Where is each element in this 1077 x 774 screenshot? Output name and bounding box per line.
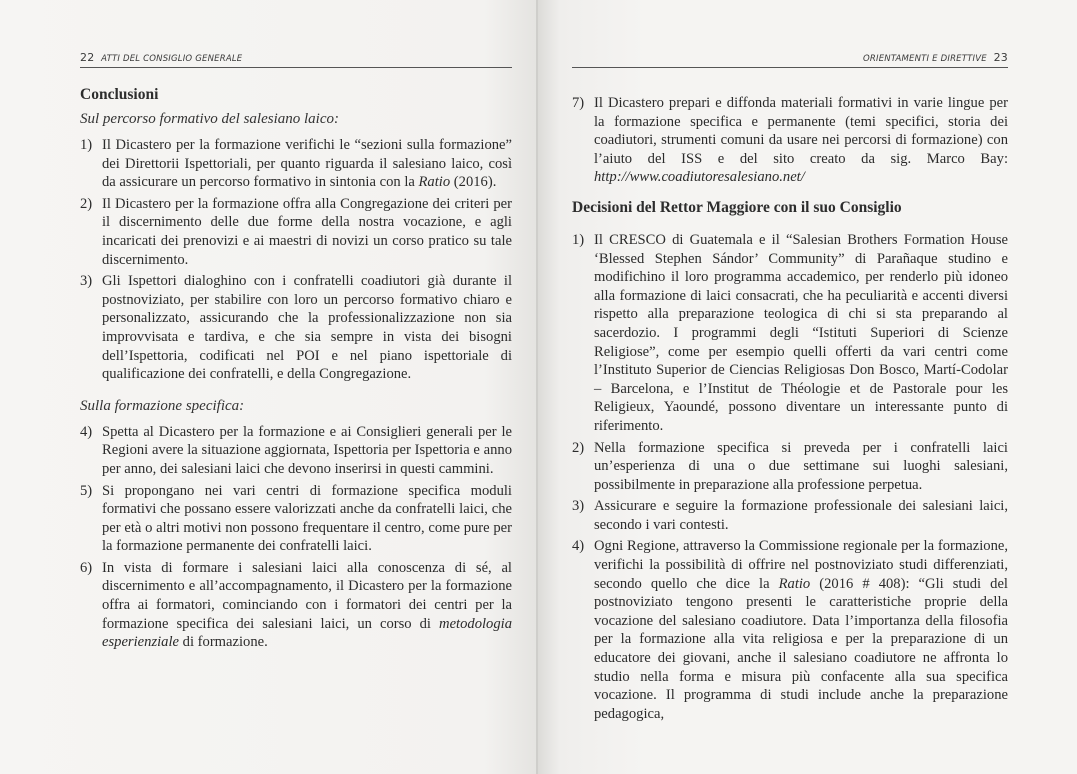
- left-running-title: ATTI DEL CONSIGLIO GENERALE: [101, 54, 243, 64]
- item-number: 4): [80, 423, 93, 440]
- item-number: 4): [572, 538, 585, 555]
- list-item: [80, 272, 512, 384]
- list-item: [572, 94, 1008, 187]
- item-text: Gli Ispettori dialoghino con i confratelli coadiutori già durante il postnoviziato, per stabilire con loro un percorso formativo chiaro e personalizzato, assicurando che la professionalizzazione non sia improvvisata e tardiva, e che sia sempre in vista dei bisogni dell’Ispettoria, codificati nel POI e nel piano ispettoriale di qualificazione dei confratelli, e della Congregazione.: [102, 273, 512, 383]
- item-text: In vista di formare i salesiani laici alla conoscenza di sé, al discernimento e all’accompagnamento, il Dicastero per la formazione offra ai formatori, cominciando con i formatori dei centri per la formazione specifica dei salesiani laici, un corso di: [102, 559, 512, 632]
- item-text: Si propongano nei vari centri di formazione specifica moduli formativi che possano essere valorizzati anche da confratelli laici, che per età o altri motivi non possono frequentare il centro, come pure per la formazione permanente dei confratelli laici.: [102, 482, 512, 555]
- list-item: [80, 136, 512, 192]
- list-item: [572, 497, 1008, 534]
- item-text: Spetta al Dicastero per la formazione e ai Consiglieri generali per le Regioni avere la situazione aggiornata, Ispettoria per Ispettoria e anno per anno, dei salesiani laici che devono inserirsi in questi cammini.: [102, 423, 512, 477]
- item-text: Il Dicastero per la formazione verifichi le “sezioni sulla formazione” dei Direttorii Ispettoriali, per quanto riguarda il salesiano laico, così da assicurare un percorso formativo in sintonia con la: [102, 137, 512, 191]
- list-item: [80, 195, 512, 269]
- list-item: [572, 537, 1008, 723]
- list-item: [80, 423, 512, 479]
- section-heading-decisioni: Decisioni del Rettor Maggiore con il suo Consiglio: [572, 198, 902, 216]
- right-page: [538, 0, 1077, 774]
- list-item: [572, 439, 1008, 495]
- subheading-formazione-specifica: Sulla formazione specifica:: [80, 397, 245, 414]
- list-decisioni: [572, 231, 1008, 723]
- item-text: Ogni Regione, attraverso la Commissione regionale per la formazione, verifichi la possibilità di offrire nel postnoviziato studi differenziati, secondo quello che dice la: [594, 538, 1008, 592]
- item-number: 1): [80, 137, 93, 153]
- item-text: Nella formazione specifica si preveda per i confratelli laici un’esperienza di una o due settimane sui luoghi salesiani, possibilmente in preparazione alla professione perpetua.: [594, 439, 1008, 493]
- item-number: 2): [80, 195, 93, 212]
- item-number: 3): [572, 498, 585, 515]
- item-number: 3): [80, 273, 93, 290]
- item-text-end: (2016 # 408): “Gli studi del postnoviziato tengono presenti le caratteristiche proprie della vocazione del salesiano coadiutore. Data l’importanza della filosofia per la formazione alla vita religiosa e per la preparazione di un educatore dei giovani, anche il salesiano coadiutore ne affronta lo studio nella forma e misura più confacente alla sua specifica vocazione. Il programma di studi include anche la preparazione pedagogica,: [594, 575, 1008, 722]
- list-percorso: [80, 136, 512, 384]
- item-text: Il CRESCO di Guatemala e il “Salesian Brothers Formation House ‘Blessed Stephen Sándor’ Community” di Parañaque studino e modifichino il loro programma accademico, per renderlo più idoneo alla formazione di laici consacrati, che ha peculiarità e accenti diversi rispetto alla preparazione teologica di chi si sta preparando al sacerdozio. I programmi degli “Istituti Superiori di Scienze Religiose”, come per esempio quelli offerti da vari centri come l’Instituto Superior de Ciencias Religiosas Don Bosco, Martí-Codolar – Barcelona, e l’Institut de Théologie et de Pastorale pour les Religieux, Yaoundé, possono diventare un interessante punto di riferimento.: [594, 231, 1008, 434]
- item-emphasis: Ratio: [778, 575, 811, 592]
- item-number: 5): [80, 482, 93, 499]
- left-running-head: [80, 51, 512, 68]
- right-running-title: ORIENTAMENTI E DIRETTIVE: [863, 54, 987, 64]
- item-text: Il Dicastero prepari e diffonda materiali formativi in varie lingue per la formazione specifica e permanente (temi specifici, storia dei coadiutori, strumenti comuni da usare nei percorsi di formazione) con l’aiuto del ISS e del sito creato da sig. Marco Bay:: [594, 95, 1008, 167]
- right-content: [572, 94, 1008, 726]
- item-text: Il Dicastero per la formazione offra alla Congregazione dei criteri per il discernimento delle due forme della nostra vocazione, e agli incaricati dei prenovizi e ai maestri di novizi un corso pratico su tale discernimento.: [102, 195, 512, 268]
- subheading-percorso: Sul percorso formativo del salesiano laico:: [80, 111, 339, 127]
- right-page-number: 23: [993, 51, 1008, 64]
- item-number: 6): [80, 559, 93, 576]
- item-number: 7): [572, 95, 585, 111]
- item-text-end: di formazione.: [179, 634, 268, 651]
- item-text-end: (2016).: [450, 174, 497, 191]
- list-continued: [572, 94, 1008, 187]
- item-url: http://www.coadiutoresalesiano.net/: [594, 169, 805, 186]
- left-content: [80, 86, 512, 655]
- right-running-head: [572, 51, 1008, 68]
- item-emphasis: metodologia esperienziale: [102, 615, 512, 651]
- left-page: [0, 0, 538, 774]
- list-formazione-specifica: [80, 423, 512, 652]
- list-item: [572, 231, 1008, 436]
- item-number: 1): [572, 231, 585, 248]
- list-item: [80, 559, 512, 652]
- item-number: 2): [572, 439, 585, 456]
- item-emphasis: Ratio: [418, 174, 451, 191]
- list-item: [80, 482, 512, 556]
- section-heading-conclusioni: Conclusioni: [80, 86, 159, 103]
- left-page-number: 22: [80, 51, 95, 64]
- item-text: Assicurare e seguire la formazione professionale dei salesiani laici, secondo i vari contesti.: [594, 498, 1008, 533]
